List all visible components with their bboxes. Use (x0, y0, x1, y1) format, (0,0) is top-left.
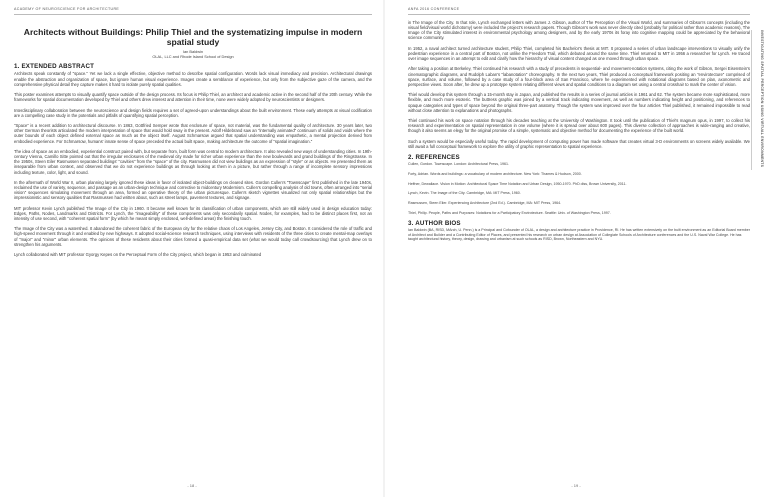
body-paragraph: "Space" is a recent addition to architectural discourse. In 1863, Gottfried Semper wrote that enclosure of space, not material, was the fundamental quality of architecture. 30 years later, two other German theorists articulated the modern interpretation of space that would hold sway in the present. Adolf Hildebrand saw an "internally animated" continuum of solids and voids where the outer bounds of each object defined external space as much as the object itself. August Schmarsow argued that spatial understanding was empathetic, a mental projection derived from embodied experience. For Schmarsow, humans' innate sense of space preceded the actual built space, making architecture the outcome of "spatial imagination." (14, 123, 372, 144)
body-paragraph: Architects speak constantly of "space." Yet we lack a single effective, objective method to describe spatial configuration. Words lack visual immediacy and precision. Architectural drawings enable the abstraction and organization of space, but ignore human visual experience. Images create a semblance of experience, but only from the subjective gaze of the camera, and the comprehensive physical detail they capture makes it hard to isolate purely spatial qualities. (14, 71, 372, 87)
reference-entry: Cullen, Gordon. Townscape. London: Architectural Press, 1961. (408, 162, 510, 167)
body-paragraph: The idea of space as an embodied, experiential construct paired with, but separate from, built form was central to modern architecture. It also revealed new ways of understanding cities. In 19th-century Vienna, Camillo Sitte pointed out that the irregular enclosures of the medieval city made for richer urban experience than the new boulevards and grand buildings of the Ringstrasse. In the 1950s, Steen Eiler Rasmussen separated buildings' "cavities" from the "space" of the city. Rasmussen did not view buildings as an expression of "style" or as objects. He presented them as inseparable from urban context, and observed that we do not experience buildings as through looking at them in a picture, but rather through a range of incomplete sensory impressions including texture, color, light, and sound. (14, 148, 372, 175)
reference-entry: Heffner, Dewallace. Vision in Motion: Architectural Space Time Notation and Urban Design, 1950-1970. PhD diss, Brown University, 2011. (408, 181, 627, 186)
body-paragraph: MIT professor Kevin Lynch published The Image of the City in 1960. It became well known for its classification of urban components, which are still widely used in design education today: Edges, Paths, Nodes, Landmarks and Districts. For Lynch, the "imageability" of these components was only secondarily spatial. Nodes, for examples, had to be distinct places first, not an intensity of use second, with "coherent spatial form" (by which he meant simply enclosed, well-defined areas) the finishing touch. (14, 205, 372, 221)
reference-entry: Forty, Adrian. Words and buildings: a vocabulary of modern architecture. New York: Thames & Hudson, 2000. (408, 171, 582, 176)
author-name: Ian Baldwin (182, 49, 204, 55)
paper-title: Architects without Buildings: Philip Thiel and the systematizing impulse in modern spatial study (23, 27, 363, 48)
author-affiliation: OLAL, LLC and Rhode Island School of Design (152, 54, 234, 60)
reference-entry: Rasmussen, Steen Eiler. Experiencing Architecture (2nd Ed.). Cambridge, MA: MIT Press, 1964. (408, 201, 562, 205)
reference-entry: Thiel, Philip. People, Paths and Purposes: Notations for a Participatory Envirotecture. Seattle: Univ. of Washington Press, 1997. (408, 210, 611, 215)
running-head: ACADEMY OF NEUROSCIENCE FOR ARCHITECTURE (14, 7, 120, 11)
body-paragraph: Such a system would be especially useful today. The rapid development of computing power has made software that creates virtual 3-D environments on screens widely available. We still await a full conceptual framework to explore the utility of graphic representation to spatial experience. (408, 138, 750, 149)
page-number: - 18 - (187, 483, 197, 488)
body-paragraph: After taking a position at Berkeley, Thiel continued his research with a study of precedents in sequential- and movement-notation systems, citing the work of Gibson, Sergei Eisenstein's cinematographic diagrams, and Rudolph Laban's "labanotation" choreography. In the next two years, Thiel produced a conceptual framework positing an "envirotecture" comprised of space, surface, and volume, followed by a case study of a four-block area of San Francisco, where he experimented with notational diagrams based on plan, axonometric and perspective views. Soon after, he drew up a prototype system relating different views and spatial conditions to a diagram set using a central crosshair to mark the center of vision. (408, 66, 750, 87)
right-page (384, 0, 768, 497)
side-tab (751, 30, 766, 170)
body-paragraph: In the aftermath of World War II, urban planning largely ignored these ideas in favor of isolated object-buildings on cleared sites. Gordon Cullen's "Townscape" first published in the late 1940s, reclaimed the use of variety, sequence, and passage as an urban-design technique and corrective to midcentury Modernism. Cullen's compelling analysis of old towns, often arranged into "serial vision" sequences simulating movement through an area, formed an operative theory of the urban picturesque. Cullen's sketch vignettes visualized not only spatial relationships but the impressionistic and sensory qualities that Rasmussen had written about, such as street lamps, pavement textures, and signage. (14, 179, 372, 201)
body-paragraph: Interdisciplinary collaboration between the neuroscience and design fields requires a set of agreed-upon understandings about the built environment. These early attempts at visual codification are a compelling case study in the potentials and pitfalls of quantifying spatial perception. (14, 107, 372, 118)
reference-entry: Lynch, Kevin. The Image of the City. Cambridge, MA: MIT Press, 1960. (408, 191, 521, 196)
body-paragraph: This poster examines attempts to visually quantify space outside of the design process. Its focus is Philip Thiel, an architect and academic active in the second half of the 20th century. While the frameworks for spatial documentation developed by Thiel and others drew interest and attention in their time, none were widely adopted by neuroscientists or designers. (14, 92, 372, 103)
section-heading: 2. REFERENCES (408, 154, 460, 162)
header-rule (408, 14, 750, 15)
body-paragraph: Thiel would develop this system through a 15-month stay in Japan, and published the results in a series of journal articles in 1961 and 62. The system became more sophisticated, more flexible, and much more esoteric. The buttress graphic was joined by a vertical track indicating movement, as well as numbers indicating height and positioning, and references to opaque categories and types of space beyond the original three-part anatomy. Though the system was improved over the four articles Thiel published, it remained impossible to read without close attention to explanations and photographs. (408, 92, 750, 113)
section-heading: 1. EXTENDED ABSTRACT (14, 63, 95, 71)
body-paragraph: In 1952, a naval architect turned architecture student, Philip Thiel, completed his Bachelor's thesis at MIT. It proposed a series of urban landscape interventions to visually unify the pedestrian experience in a central part of Boston, not unlike the Freedom Trail, which debuted around the same time. Thiel returned to MIT in 1956 a researcher for Lynch. He traced over image sequences in an attempt to edit and clarify how the hierarchy of visual content changed as one moved through urban space. (408, 45, 750, 62)
running-head: ANFA 2016 CONFERENCE (408, 7, 460, 11)
header-rule (14, 14, 372, 15)
body-paragraph: Lynch collaborated with MIT professor Gyorgy Kepes on the Perceptual Form of the City project, which began in 1953 and culminated (14, 252, 262, 258)
body-paragraph: Thiel continued his work on space notation through his decades teaching at the University of Washington. It took until the publication of Thiel's magnum opus, in 1997, to collect his research and experimentation on spatial representation in one volume (where it is spread over about 600 pages). This diverse collection of approaches is wide-ranging and creative, though it also seems an elegy for the original promise of a simple, systematic and objective method for documenting the experience of the built world. (408, 118, 750, 134)
author-bio: Ian Baldwin (BA, RISD, MArch, U. Penn.) is a Principal and Cofounder of OLAL, a design and architecture practice in Providence, RI. He has written extensively on the built environment as an Editorial Board member of Architect and Builder and a Contributing Editor of Places, and presented his research on urban design at Association of Collegiate Schools of Architecture conferences and the U.S. Naval War College. He has taught architectural history, theory, design, drawing and urbanism at such schools as RISD, Brown, Northeastern and NYU. (408, 228, 750, 242)
left-column (14, 20, 372, 262)
page-number: - 19 - (571, 483, 581, 488)
right-column (408, 20, 750, 247)
section-heading: 3. AUTHOR BIOS (408, 220, 461, 228)
body-paragraph: The Image of the City was a watershed. It abandoned the coherent fabric of the European city for the relative chaos of Los Angeles, Jersey City, and Boston. It considered the role of traffic and high-speed movement through it and enabled by new highways. It adopted social-science research techniques, using interviews with residents of the three cities to create mental-map overlays of "major" and "minor" urban elements. The opinions of these residents about their cities formed a quasi-empirical data set (what we would today call crowdsourcing) that Lynch drew on to strengthen his arguments. (14, 226, 372, 247)
body-paragraph: in The Image of the City. In that role, Lynch exchanged letters with James J. Gibson, author of The Perception of the Visual World, and summaries of Gibson's concepts (including the visual field/visual world dichotomy) were included the project's research papers. Though Gibson's work was never directly cited (probably for political rather than academic reasons), The Image of the City stimulated interest in environmental psychology among designers, and by the early 1970s its foray into cognitive mapping could be appreciated by the behavioral science community. (408, 20, 750, 41)
side-tab-label: INVESTIGATING SPATIAL PERCEPTION USING VIRTUAL ENVIRONMENTS (760, 30, 764, 168)
